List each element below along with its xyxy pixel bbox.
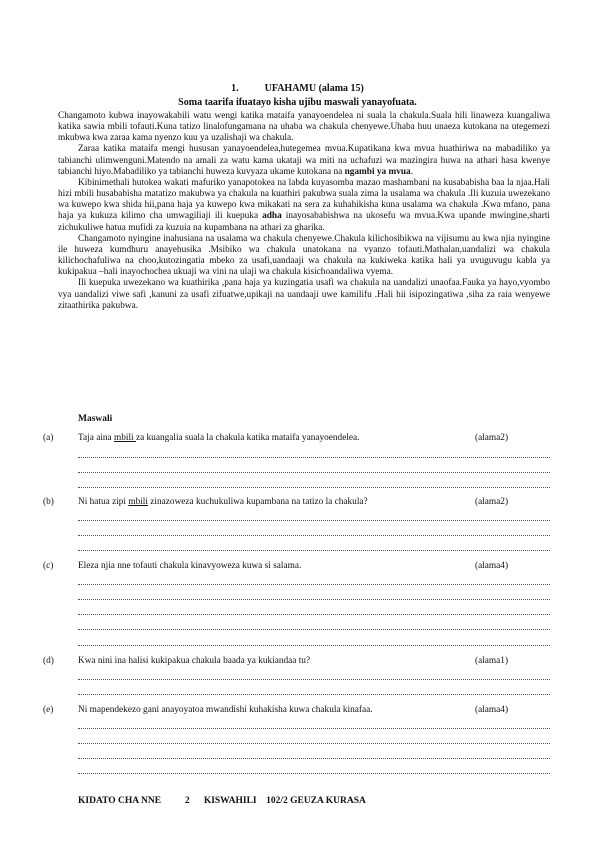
bold-term-adha: adha	[262, 211, 282, 222]
question-marks: (alama4)	[475, 561, 509, 571]
underlined-word: mbili	[128, 497, 148, 507]
question-text: Kwa nini ina halisi kukipakua chakula baada ya kukiandaa tu?	[78, 656, 311, 666]
section-title: UFAHAMU (alama 15)	[264, 83, 364, 94]
answer-line[interactable]	[78, 629, 550, 630]
answer-line[interactable]	[78, 535, 550, 536]
section-number: 1.	[231, 83, 239, 94]
question-text-part: Ni hatua zipi	[78, 497, 129, 507]
answer-line[interactable]	[78, 487, 550, 488]
answer-line[interactable]	[78, 645, 550, 646]
underlined-word: mbili	[114, 433, 136, 443]
question-marks: (alama2)	[475, 497, 509, 507]
question-label: (a)	[43, 433, 54, 443]
instruction: Soma taarifa ifuatayo kisha ujibu maswali yanayofuata.	[178, 97, 417, 108]
footer-paper: 102/2 GEUZA KURASA	[266, 796, 366, 806]
comprehension-passage	[58, 111, 550, 312]
bold-term-ngambi: ngambi ya mvua	[344, 166, 411, 177]
answer-line[interactable]	[78, 584, 550, 585]
answer-line[interactable]	[78, 520, 550, 521]
answer-line[interactable]	[78, 457, 550, 458]
answer-line[interactable]	[78, 472, 550, 473]
answer-line[interactable]	[78, 773, 550, 774]
answer-line[interactable]	[78, 550, 550, 551]
answer-line[interactable]	[78, 599, 550, 600]
question-label: (c)	[43, 561, 54, 571]
answer-line[interactable]	[78, 728, 550, 729]
answer-line[interactable]	[78, 758, 550, 759]
question-label: (d)	[43, 656, 54, 666]
paragraph-3-text: Kibinimethali hutokea wakati mafuriko yanapotokea na labda kuyasomba mazao mashambani na kusababisha baa la njaa.Hali hizi mbili husababisha matatizo makubwa ya chakula na kuathiri pakubwa suala zima la usalama wa chakula .Ili kuzuia uwezekano wa kuwepo kwa shida hii,pana haja ya kuwepo kwa mikakati na sera za kuhahikisha kuna usalama wa chakula .Kwa mfano, pana haja ya kukuza kilimo cha umwagiliaji ili kuepuka	[58, 177, 550, 222]
question-text-part: za kuangalia suala la chakula katika mataifa yanayoendelea.	[135, 433, 360, 443]
section-heading	[0, 83, 595, 95]
footer-subject: KISWAHILI	[203, 796, 257, 806]
page-footer	[78, 796, 366, 806]
question-text	[78, 433, 359, 443]
paragraph-1: Changamoto kubwa inayowakabili watu wengi katika mataifa yanayoendelea ni suala la chakula.Suala hili linaweza kuangaliwa katika sawia mbili tofauti.Kuna tatizo linalofungamana na uhaba wa chakula chenyewe.Uhaba huu unaeza kutokana na utegemezi mkubwa kwa zaraa kama nyenzo kuu ya uzalishaji wa chakula.	[58, 111, 550, 144]
question-text: Ni mapendekezo gani anayoyatoa mwandishi kuhakisha kuwa chakula kinafaa.	[78, 705, 373, 715]
answer-line[interactable]	[78, 694, 550, 695]
answer-line[interactable]	[78, 743, 550, 744]
question-marks: (alama4)	[475, 705, 509, 715]
question-text	[78, 497, 368, 507]
question-text-part: Taja aina	[78, 433, 114, 443]
answer-line[interactable]	[78, 679, 550, 680]
paragraph-2-end: .	[410, 166, 414, 177]
answer-line[interactable]	[78, 614, 550, 615]
question-marks: (alama1)	[475, 656, 509, 666]
question-text-part: zinazoweza kuchukuliwa kupambana na tatizo la chakula?	[147, 497, 368, 507]
paragraph-3-end: inayosababishwa na ukosefu wa mvua.Kwa upande mwingine,sharti zichukuliwe hatua mufidi za kuzuia na kupambana na athari za gharika.	[58, 211, 550, 233]
paragraph-3	[58, 178, 550, 234]
question-label: (b)	[43, 497, 54, 507]
question-label: (e)	[43, 705, 54, 715]
paragraph-2	[58, 144, 550, 177]
question-text: Eleza njia nne tofauti chakula kinavyoweza kuwa si salama.	[78, 561, 302, 571]
paragraph-5: Ili kuepuka uwezekano wa kuathirika ,pana haja ya kuzingatia usafi wa chakula na uandalizi unaofaa.Fauka ya hayo,vyombo vya uandalizi viwe safi ,kanuni za usafi zifuatwe,upikaji na uandaaji uwe kamilifu .Hali hii isipozingatiwa ,siha za raia wenyewe zitaathirika pakubwa.	[58, 278, 550, 311]
paragraph-2-text: Zaraa katika mataifa mengi hususan yanayoendelea,hutegemea mvua.Kupatikana kwa mvua huathiriwa na mabadiliko ya tabianchi ulimwenguni.Matendo na amali za watu kama ukataji wa miti na uchafuzi wa mazingira huwa na athari hasa kwenye tabianchi hiyo.Mabadiliko ya tabianchi huweza kuvyaza ukame kutokana na	[58, 144, 550, 177]
footer-level: KIDATO CHA NNE	[78, 796, 162, 806]
paragraph-4: Changamoto nyingine inahusiana na usalama wa chakula chenyewe.Chakula kilichosibikwa na vijisumu au kwa njia nyingine ile huweza kumdhuru anayehusika .Msibiko wa chakula unatokana na vyanzo tofauti.Mathalan,uandalizi wa chakula kilichochafuliwa na choo,kutozingatia mbeko za usafi,uandaaji wa chakula na kukiweka katika hali ya uvuguvugu kabla ya kukipakua –hali inayochochea ukuaji wa vini na ulaji wa chakula kisichoandaliwa vyema.	[58, 233, 550, 278]
footer-page-number: 2	[184, 796, 190, 806]
questions-heading: Maswali	[78, 414, 113, 424]
question-marks: (alama2)	[475, 433, 509, 443]
